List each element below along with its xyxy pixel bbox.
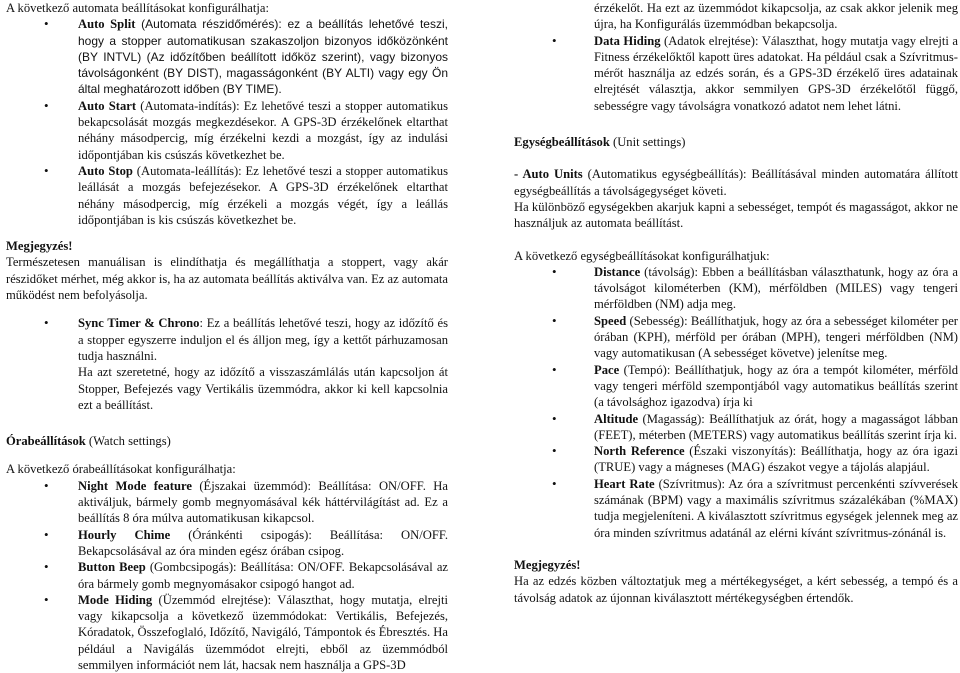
item-name: Distance	[594, 264, 641, 279]
item-text: (Automata-leállítás): Ez lehetővé teszi a stopper automatikus leállását a mozgás befejezésekor. A GPS-3D érzékelőnek eltarthat néhány másodpercig, míg érzékeli a mozgás végét, így a leállás időpontjában is kis csúszás következhet be.	[78, 163, 448, 227]
left-column	[6, 0, 448, 673]
item-name: Auto Split	[78, 17, 136, 32]
item-name: Pace	[594, 362, 620, 377]
item-name: North Reference	[594, 444, 685, 459]
note-text: Természetesen manuálisan is elindíthatja és megállíthatja a stoppert, vagy akár részidőket mérhet, még akkor is, ha az automata beállítás aktiválva van. Ez az automata működést nem befolyásolja.	[6, 255, 448, 303]
note-title: Megjegyzés!	[6, 239, 73, 254]
item-text: (Gombcsipogás): Beállítása: ON/OFF. Bekapcsolásával az óra bármely gomb megnyomásakor csipogó hangot ad.	[78, 560, 448, 591]
sync-list	[6, 315, 448, 364]
item-name: Auto Start	[78, 98, 137, 113]
item-text: (Óránkénti csipogás): Beállítása: ON/OFF. Bekapcsolásával az óra minden egész órában csipog.	[78, 527, 448, 558]
watch-intro: A következő órabeállításokat konfigurálhatja:	[6, 462, 236, 477]
list-item-altitude	[514, 411, 958, 444]
auto-settings-list	[6, 16, 448, 228]
item-text: (Automata részidőmérés): ez a beállítás lehetővé teszi, hogy a stopper automatikusan szakaszoljon bizonyos időközönként (BY INTVL) (Az időzítőben beállított időköz szerint), vagy bizonyos távolságonként (BY DIST), magasságonként (BY ALTI) vagy egy Ön által meghatározott időben (BY TIME).	[78, 17, 448, 97]
list-item-auto-split	[6, 16, 448, 97]
item-text: (Sebesség): Beállíthatjuk, hogy az óra a sebességet kilométer per órában (KPH), mérföld per órában (MPH), tengeri mérföldben (NM) vagy automatikusan (A sebességet követve) jelenítse meg.	[594, 313, 958, 361]
list-item-heart-rate	[514, 476, 958, 541]
auto-units-extra: Ha különböző egységekben akarjuk kapni a sebességet, tempót és magasságot, akkor ne használjuk az automata beállítást.	[514, 199, 958, 231]
item-name: Speed	[594, 313, 627, 328]
item-text: (Magasság): Beállíthatjuk az órát, hogy a magasságot lábban (FEET), méterben (METERS) vagy automatikus beállítás szerint írja ki.	[594, 411, 958, 442]
list-item-night-mode	[6, 478, 448, 527]
item-text: (távolság): Ebben a beállításban választhatunk, hogy az óra a távolságot kilométerben (KM), mérföldben (MILES) vagy tengeri mérföldben (NM) adja meg.	[594, 264, 958, 312]
item-name: Button Beep	[78, 560, 146, 575]
item-text: (Éjszakai üzemmód): Beállítása: ON/OFF. Ha aktiváljuk, bármely gomb megnyomásával kék háttérvilágítást ad. Ez a beállítás 8 óra múlva automatikusan kikapcsol.	[78, 478, 448, 526]
auto-units: - Auto Units (Automatikus egységbeállítás): Beállításával minden automatára állított egységbeállítás a távolságegységet követi.	[514, 167, 958, 198]
right-column	[514, 0, 958, 606]
sync-extra: Ha azt szeretetné, hogy az időzítő a visszaszámlálás után kapcsoljon át Stopper, Befejezés vagy Vertikális üzemmódra, akkor ki kell kapcsolnia ezt a beállítást.	[78, 365, 448, 412]
list-item-sync-timer	[6, 315, 448, 364]
item-name: Sync Timer & Chrono	[78, 316, 200, 331]
item-text: : Ez a beállítás lehetővé teszi, hogy az időzítő és a stopper egyszerre induljon el és álljon meg, így a kettőt párhuzamosan tudja használni.	[78, 316, 448, 363]
mode-hiding-continued: érzékelőt. Ha ezt az üzemmódot kikapcsolja, az csak akkor jelenik meg újra, ha Konfigurálás üzemmódban bekapcsolja.	[594, 1, 958, 32]
item-name: Data Hiding	[594, 33, 661, 48]
item-name: Hourly Chime	[78, 527, 171, 542]
item-name: Night Mode feature	[78, 478, 192, 493]
unit-settings-heading: Egységbeállítások (Unit settings)	[514, 135, 686, 150]
list-item-hourly-chime	[6, 527, 448, 560]
auto-intro: A következő automata beállításokat konfigurálhatja:	[6, 1, 269, 15]
item-text: (Északi viszonyítás): Beállíthatja, hogy az óra igazi (TRUE) vagy a mágneses (MAG) északot vegye a tájolás alapjául.	[594, 444, 958, 475]
item-text: (Adatok elrejtése): Választhat, hogy mutatja vagy elrejti a Fitness érzékelőktől kapott üres adatokat. Ha például csak a Szívritmus-mérőt használja az edzés során, és a GPS-3D érzékelő üres adatainak elrejtését választja, akkor semmilyen GPS-3D érzékelőtől függő, sebességre vagy távolságra vonatkozó adatot nem lehet látni.	[594, 33, 958, 113]
note-text-right: Ha az edzés közben változtatjuk meg a mértékegységet, a kért sebesség, a tempó és a távolság adatok az újonnan kiválasztott mértékegységben értendők.	[514, 574, 958, 605]
list-item-auto-start	[6, 98, 448, 163]
list-item-auto-stop	[6, 163, 448, 228]
item-text: (Automata-indítás): Ez lehetővé teszi a stopper automatikus bekapcsolását mozgás megkezdésekor. A GPS-3D érzékelőnek eltarthat néhány másodpercig, míg érzékelni kezdi a mozgást, így az indulási időpontjában kis csúszás következhet be.	[78, 98, 448, 162]
list-item-button-beep	[6, 559, 448, 592]
unit-intro: A következő egységbeállításokat konfigurálhatjuk:	[514, 248, 770, 263]
list-item-mode-hiding	[6, 592, 448, 673]
watch-settings-heading: Órabeállítások (Watch settings)	[6, 434, 171, 449]
item-text: (Üzemmód elrejtése): Választhat, hogy mutatja, elrejti vagy kikapcsolja a következő üzemmódokat: Vertikális, Befejezés, Kóradatok, Összefoglaló, Időzítő, Navigáló, Támpontok és Ébresztés. Ha például a Navigálás üzemmódot elrejti, ebből az üzemmódból semmilyen információt nem lát, hacsak nem használja a GPS-3D	[78, 592, 448, 672]
item-name: Auto Stop	[78, 163, 133, 178]
list-item-north-reference	[514, 443, 958, 476]
item-text: (Szívritmus): Az óra a szívritmust percenkénti szívverések számának (BPM) vagy a maximális szívritmus százalékában (%MAX) tudja megjeleníteni. A kiválasztott szívritmus egységek jelennek meg az óra minden szívritmus adatánál az elérni kívánt szívritmus-zónánál is.	[594, 476, 958, 540]
unit-settings-list	[514, 264, 958, 541]
watch-settings-list	[6, 478, 448, 673]
list-item-data-hiding	[514, 33, 958, 114]
item-name: Mode Hiding	[78, 592, 153, 607]
list-item-distance	[514, 264, 958, 313]
note-title-right: Megjegyzés!	[514, 557, 581, 572]
item-name: Heart Rate	[594, 476, 655, 491]
item-name: Altitude	[594, 411, 639, 426]
list-item-pace	[514, 362, 958, 411]
data-hiding-list	[514, 33, 958, 114]
item-text: (Tempó): Beállíthatjuk, hogy az óra a tempót kilométer, mérföld vagy tengeri mérföld szempontjából vagy automatikus beállítás szerint (a távolsághoz igazodva) írja ki	[594, 362, 958, 410]
list-item-speed	[514, 313, 958, 362]
